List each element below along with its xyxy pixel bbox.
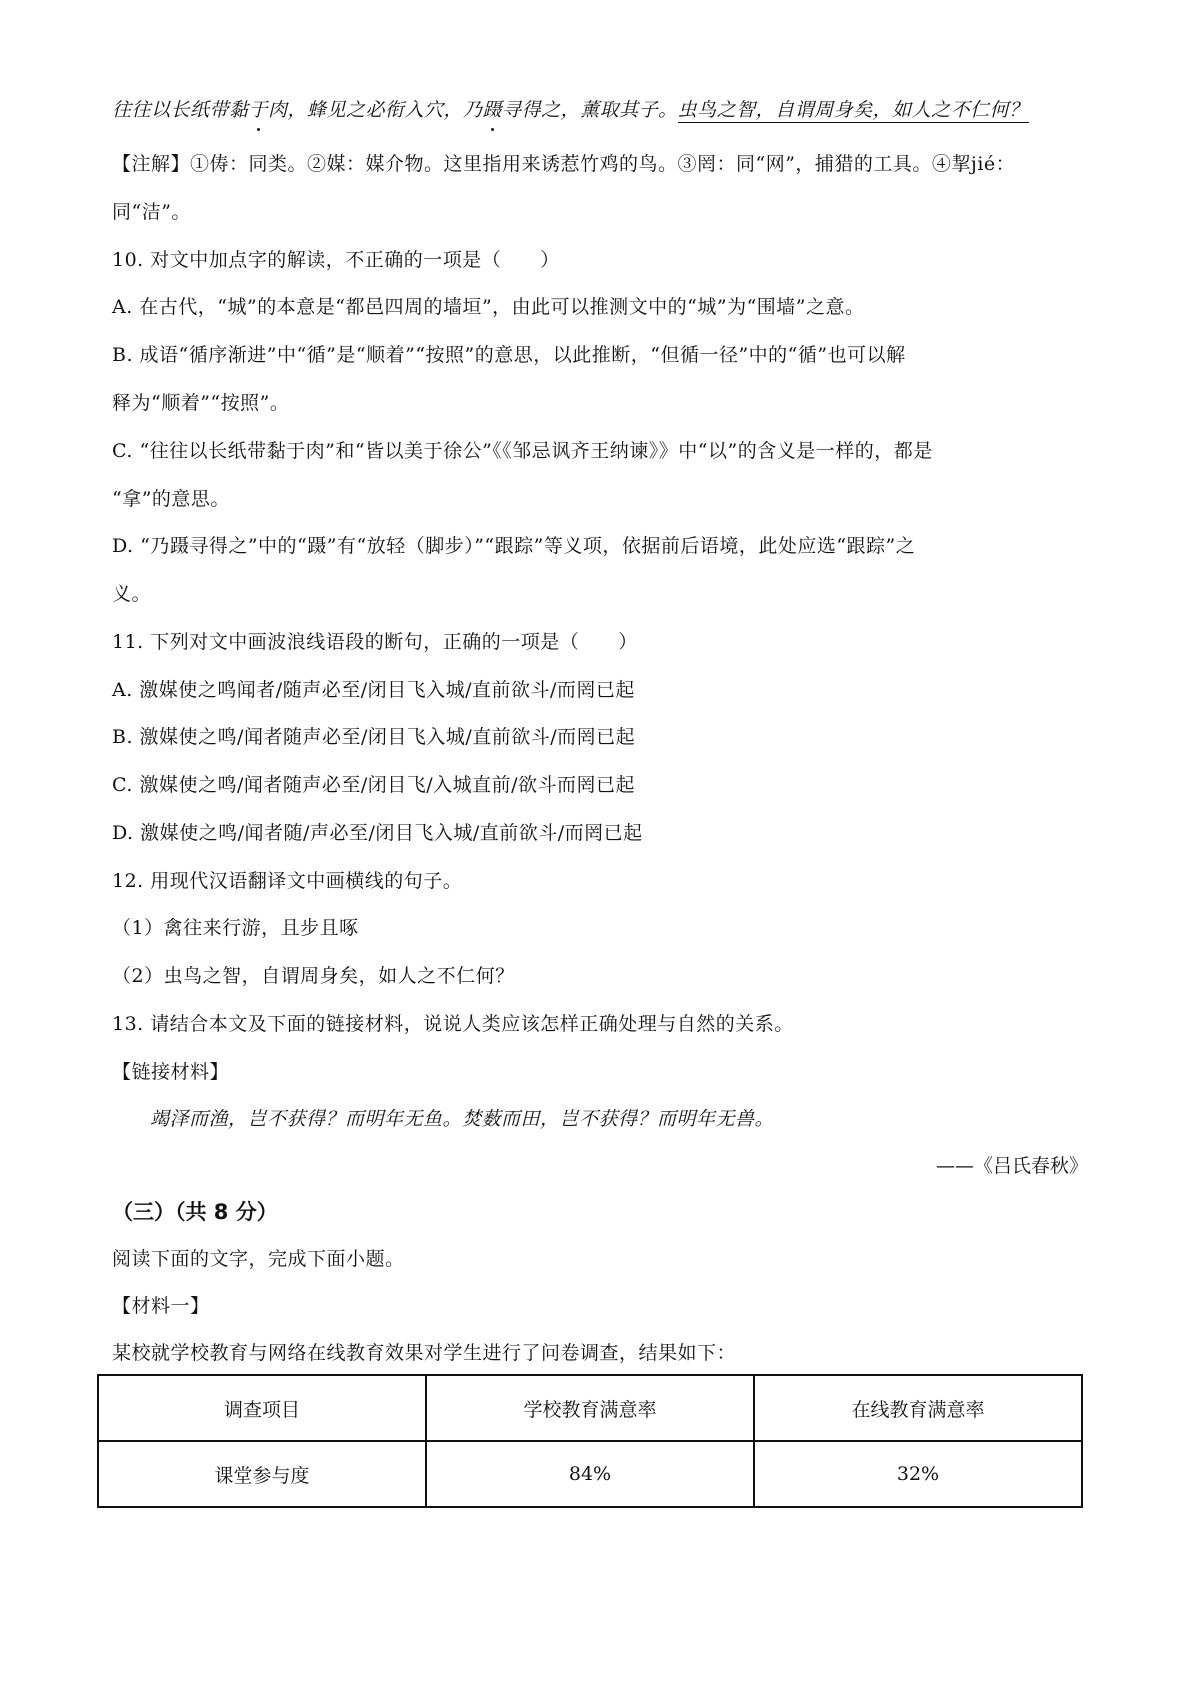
q11-option-b: B. 激媒使之鸣/闻者随声必至/闭目飞入城/直前欲斗/而罔已起 [112, 726, 636, 748]
link-material-title: 【链接材料】 [112, 1061, 230, 1083]
section-instruction: 阅读下面的文字，完成下面小题。 [112, 1248, 405, 1270]
quote-source: ——《吕氏春秋》 [935, 1155, 1088, 1177]
section-title: （三）（共 8 分） [112, 1200, 278, 1224]
table-cell: 84% [426, 1441, 754, 1507]
survey-intro: 某校就学校教育与网络在线教育效果对学生进行了问卷调查，结果如下： [112, 1342, 737, 1364]
table-header-row [98, 1375, 1082, 1441]
table-header-cell: 调查项目 [98, 1375, 426, 1441]
passage-text: 往往以长纸带黏 [112, 99, 249, 121]
table-cell: 课堂参与度 [98, 1441, 426, 1507]
passage-text: 寻得之，薰取其子。 [502, 99, 678, 121]
q11-stem: 11. 下列对文中画波浪线语段的断句，正确的一项是（ ） [112, 631, 638, 653]
q10-option-b-line1: B. 成语“循序渐进”中“循”是“顺着”“按照”的意思，以此推断，“但循一径”中的“循”也可以解 [112, 344, 906, 366]
passage-last-line [112, 97, 1029, 123]
q11-option-a: A. 激媒使之鸣闻者/随声必至/闭目飞入城/直前欲斗/而罔已起 [112, 679, 635, 701]
table-header-cell: 在线教育满意率 [754, 1375, 1082, 1441]
q10-option-d-line1: D. “乃蹑寻得之”中的“蹑”有“放轻（脚步）”“跟踪”等义项，依据前后语境，此处应选“跟踪”之 [112, 535, 916, 557]
q10-option-c-line2: “拿”的意思。 [112, 488, 230, 510]
q11-option-c: C. 激媒使之鸣/闻者随声必至/闭目飞/入城直前/欲斗而罔已起 [112, 774, 636, 796]
dotted-char: 于 [248, 99, 269, 121]
underlined-sentence: 虫鸟之智，自谓周身矣，如人之不仁何？ [677, 99, 1029, 121]
q10-option-a: A. 在古代，“城”的本意是“都邑四周的墙垣”，由此可以推测文中的“城”为“围墙”之意。 [112, 296, 865, 318]
q10-option-d-line2: 义。 [112, 583, 152, 605]
notes-line-1: 【注解】①俦：同类。②媒：媒介物。这里指用来诱惹竹鸡的鸟。③罔：同“网”，捕猎的工具。④挈jié： [112, 153, 1016, 175]
link-material-quote: 竭泽而渔，岂不获得？而明年无鱼。焚薮而田，岂不获得？而明年无兽。 [150, 1108, 775, 1130]
q10-option-c-line1: C. “往往以长纸带黏于肉”和“皆以美于徐公”《《邹忌讽齐王纳谏》》中“以”的含义是一样的，都是 [112, 440, 933, 462]
material-title: 【材料一】 [112, 1295, 210, 1317]
q10-option-b-line2: 释为“顺着”“按照”。 [112, 392, 290, 414]
q12-sentence-2: （2）虫鸟之智，自谓周身矣，如人之不仁何？ [112, 965, 515, 987]
q12-sentence-1: （1）禽往来行游，且步且啄 [112, 917, 359, 939]
q11-option-d: D. 激媒使之鸣/闻者随/声必至/闭目飞入城/直前欲斗/而罔已起 [112, 822, 643, 844]
q10-stem: 10. 对文中加点字的解读，不正确的一项是（ ） [112, 249, 560, 271]
q12-stem: 12. 用现代汉语翻译文中画横线的句子。 [112, 870, 463, 892]
table-row [98, 1441, 1082, 1507]
table-header-cell: 学校教育满意率 [426, 1375, 754, 1441]
notes-line-2: 同“洁”。 [112, 201, 191, 223]
table-cell: 32% [754, 1441, 1082, 1507]
passage-text: 肉，蜂见之必衔入穴，乃 [268, 99, 483, 121]
survey-table [97, 1374, 1083, 1508]
q13-stem: 13. 请结合本文及下面的链接材料，说说人类应该怎样正确处理与自然的关系。 [112, 1013, 794, 1035]
dotted-char: 蹑 [482, 99, 503, 121]
